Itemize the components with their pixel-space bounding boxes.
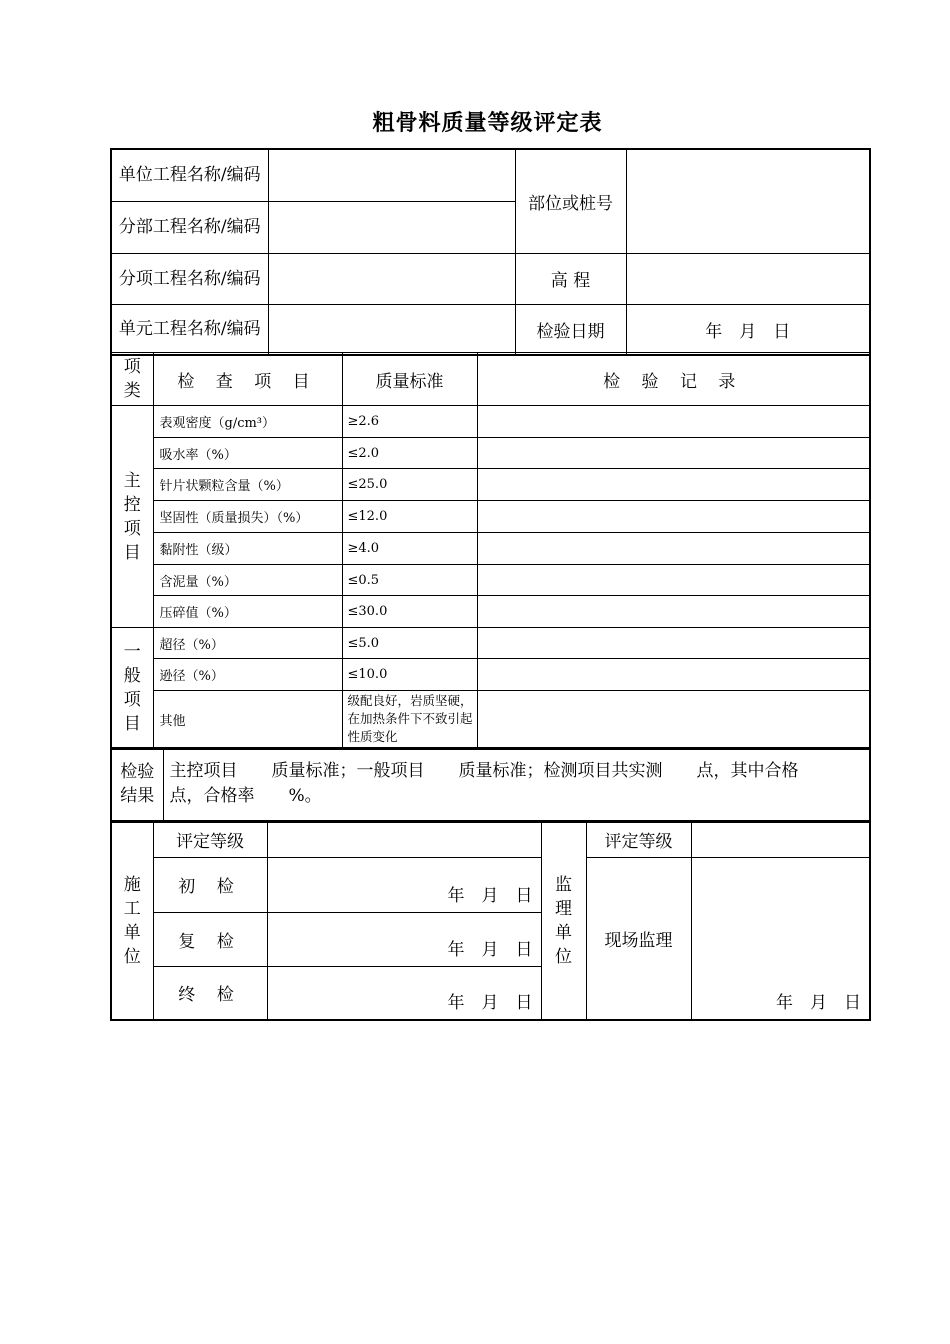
- subitem-project-label: 分项工程名称/编码: [111, 253, 268, 304]
- check-item: 压碎值（%）: [153, 596, 342, 628]
- check-item: 吸水率（%）: [153, 438, 342, 469]
- unit-project-field[interactable]: [268, 149, 515, 201]
- inspection-date-field[interactable]: 年 月 日: [626, 304, 870, 355]
- site-supervisor-label: 现场监理: [586, 857, 691, 1020]
- page-title: 粗骨料质量等级评定表: [372, 111, 603, 136]
- supervisor-date[interactable]: 年 月 日: [691, 857, 870, 1020]
- first-check-label: 初 检: [153, 857, 267, 912]
- check-item: 针片状颗粒含量（%）: [153, 469, 342, 501]
- final-check-label: 终 检: [153, 966, 267, 1020]
- record-cell[interactable]: [477, 565, 870, 596]
- inspection-table: [110, 352, 871, 750]
- quality-standard-header: 质量标准: [342, 353, 477, 406]
- record-cell[interactable]: [477, 659, 870, 691]
- supervision-grade-field[interactable]: [691, 822, 870, 857]
- standard-value: 级配良好，岩质坚硬，在加热条件下不致引起性质变化: [342, 691, 477, 749]
- standard-value: ≤2.0: [342, 438, 477, 469]
- standard-value: ≤25.0: [342, 469, 477, 501]
- element-project-label: 单元工程名称/编码: [111, 304, 268, 355]
- element-project-field[interactable]: [268, 304, 515, 355]
- construction-grade-label: 评定等级: [153, 822, 267, 857]
- division-project-label: 分部工程名称/编码: [111, 201, 268, 253]
- check-item: 含泥量（%）: [153, 565, 342, 596]
- elevation-label: 高 程: [515, 253, 626, 304]
- inspection-date-label: 检验日期: [515, 304, 626, 355]
- division-project-field[interactable]: [268, 201, 515, 253]
- standard-value: ≥4.0: [342, 533, 477, 565]
- record-cell[interactable]: [477, 406, 870, 438]
- subitem-project-field[interactable]: [268, 253, 515, 304]
- standard-value: ≤5.0: [342, 628, 477, 659]
- record-cell[interactable]: [477, 501, 870, 533]
- supervision-grade-label: 评定等级: [586, 822, 691, 857]
- elevation-field[interactable]: [626, 253, 870, 304]
- check-item: 黏附性（级）: [153, 533, 342, 565]
- record-cell[interactable]: [477, 596, 870, 628]
- standard-value: ≤12.0: [342, 501, 477, 533]
- general-items-label: 一般项目: [111, 628, 153, 749]
- result-label: 检验结果: [111, 748, 163, 821]
- check-item: 超径（%）: [153, 628, 342, 659]
- result-text: 主控项目 质量标准；一般项目 质量标准；检测项目共实测 点，其中合格 点，合格率 %。: [163, 748, 870, 821]
- standard-value: ≤10.0: [342, 659, 477, 691]
- record-cell[interactable]: [477, 469, 870, 501]
- first-check-date[interactable]: 年 月 日: [267, 857, 541, 912]
- construction-grade-field[interactable]: [267, 822, 541, 857]
- check-item: 其他: [153, 691, 342, 749]
- supervision-label: 监理单位: [541, 822, 586, 1020]
- check-item: 表观密度（g/cm³）: [153, 406, 342, 438]
- unit-project-label: 单位工程名称/编码: [111, 149, 268, 201]
- check-item: 坚固性（质量损失）（%）: [153, 501, 342, 533]
- header-table: [110, 148, 871, 356]
- standard-value: ≥2.6: [342, 406, 477, 438]
- category-header: 项类: [111, 353, 153, 406]
- main-items-label: 主控项目: [111, 406, 153, 628]
- standard-value: ≤30.0: [342, 596, 477, 628]
- result-table: [110, 747, 871, 822]
- check-item: 逊径（%）: [153, 659, 342, 691]
- re-check-date[interactable]: 年 月 日: [267, 912, 541, 966]
- record-cell[interactable]: [477, 533, 870, 565]
- record-cell[interactable]: [477, 691, 870, 749]
- inspection-record-header: 检 验 记 录: [477, 353, 870, 406]
- re-check-label: 复 检: [153, 912, 267, 966]
- location-label: 部位或桩号: [515, 149, 626, 253]
- record-cell[interactable]: [477, 438, 870, 469]
- signature-table: [110, 821, 871, 1021]
- standard-value: ≤0.5: [342, 565, 477, 596]
- record-cell[interactable]: [477, 628, 870, 659]
- construction-label: 施工单位: [111, 822, 153, 1020]
- location-field[interactable]: [626, 149, 870, 253]
- check-item-header: 检 查 项 目: [153, 353, 342, 406]
- final-check-date[interactable]: 年 月 日: [267, 966, 541, 1020]
